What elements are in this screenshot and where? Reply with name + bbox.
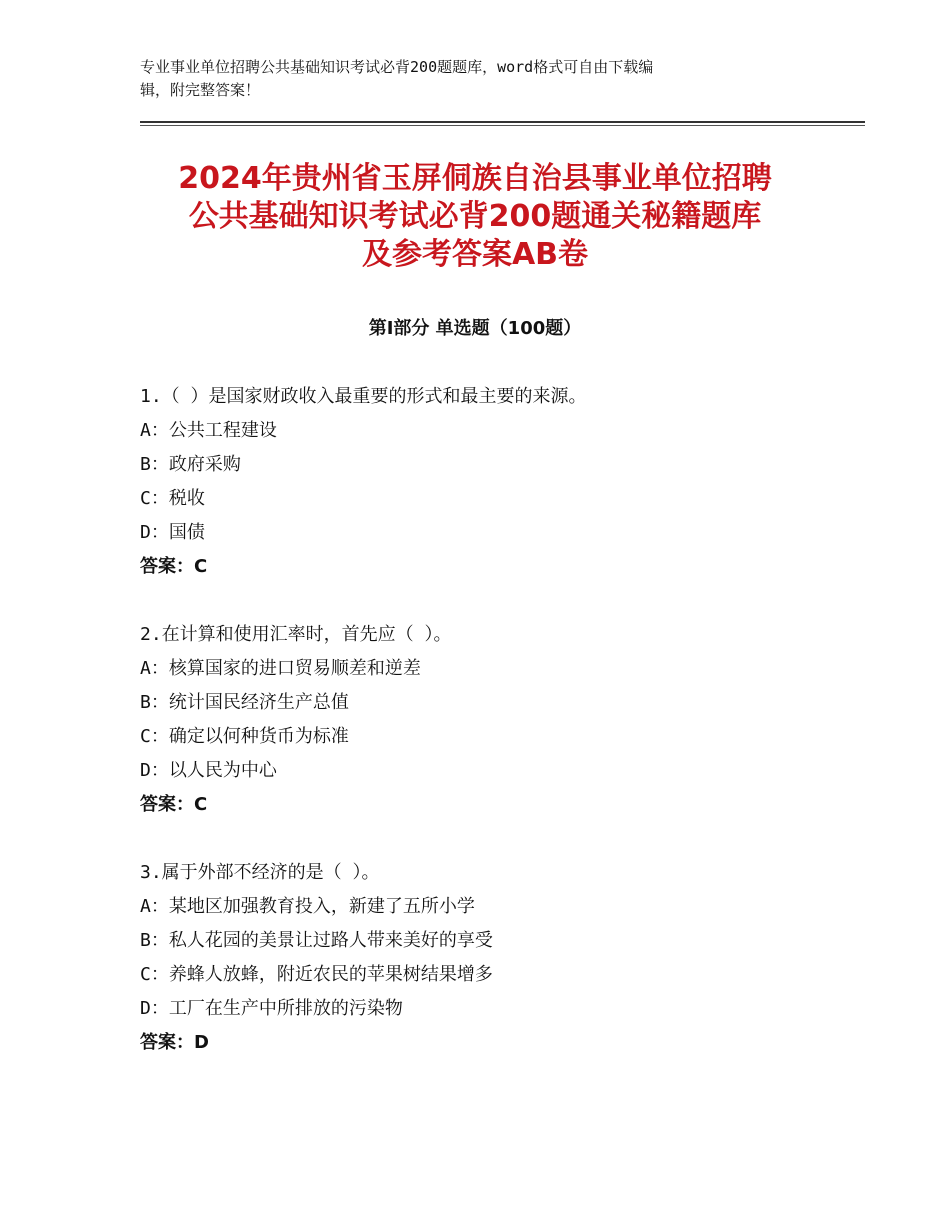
option-b: B：私人花园的美景让过路人带来美好的享受 <box>140 930 493 951</box>
option-a: A：核算国家的进口贸易顺差和逆差 <box>140 658 421 679</box>
option-c: C：养蜂人放蜂，附近农民的苹果树结果增多 <box>140 964 493 985</box>
title-line-3: 及参考答案AB卷 <box>361 237 589 272</box>
question-3 <box>140 856 860 1060</box>
option-d: D：国债 <box>140 522 205 543</box>
title-line-1: 2024年贵州省玉屏侗族自治县事业单位招聘 <box>178 161 772 196</box>
option-b: B：政府采购 <box>140 454 241 475</box>
title-line-2: 公共基础知识考试必背200题通关秘籍题库 <box>188 199 762 234</box>
header-line-2: 辑，附完整答案！ <box>140 81 261 99</box>
option-a: A：公共工程建设 <box>140 420 277 441</box>
answer: 答案：C <box>140 556 208 577</box>
option-d: D：工厂在生产中所排放的污染物 <box>140 998 403 1019</box>
question-list <box>140 380 860 1094</box>
option-d: D：以人民为中心 <box>140 760 277 781</box>
option-c: C：税收 <box>140 488 205 509</box>
question-stem: 2.在计算和使用汇率时，首先应（ ）。 <box>140 624 452 645</box>
header-line-1: 专业事业单位招聘公共基础知识考试必背200题题库，word格式可自由下载编 <box>140 58 654 76</box>
answer: 答案：D <box>140 1032 209 1053</box>
header-divider-thin <box>140 125 865 126</box>
question-2 <box>140 618 860 822</box>
document-header <box>140 56 780 102</box>
section-heading: 第Ⅰ部分 单选题（100题） <box>368 318 582 339</box>
answer: 答案：C <box>140 794 208 815</box>
question-stem: 3.属于外部不经济的是（ ）。 <box>140 862 380 883</box>
question-stem: 1.（ ）是国家财政收入最重要的形式和最主要的来源。 <box>140 386 587 407</box>
option-b: B：统计国民经济生产总值 <box>140 692 349 713</box>
option-c: C：确定以何种货币为标准 <box>140 726 349 747</box>
option-a: A：某地区加强教育投入，新建了五所小学 <box>140 896 475 917</box>
document-title <box>100 160 850 274</box>
question-1 <box>140 380 860 584</box>
header-divider-thick <box>140 121 865 123</box>
